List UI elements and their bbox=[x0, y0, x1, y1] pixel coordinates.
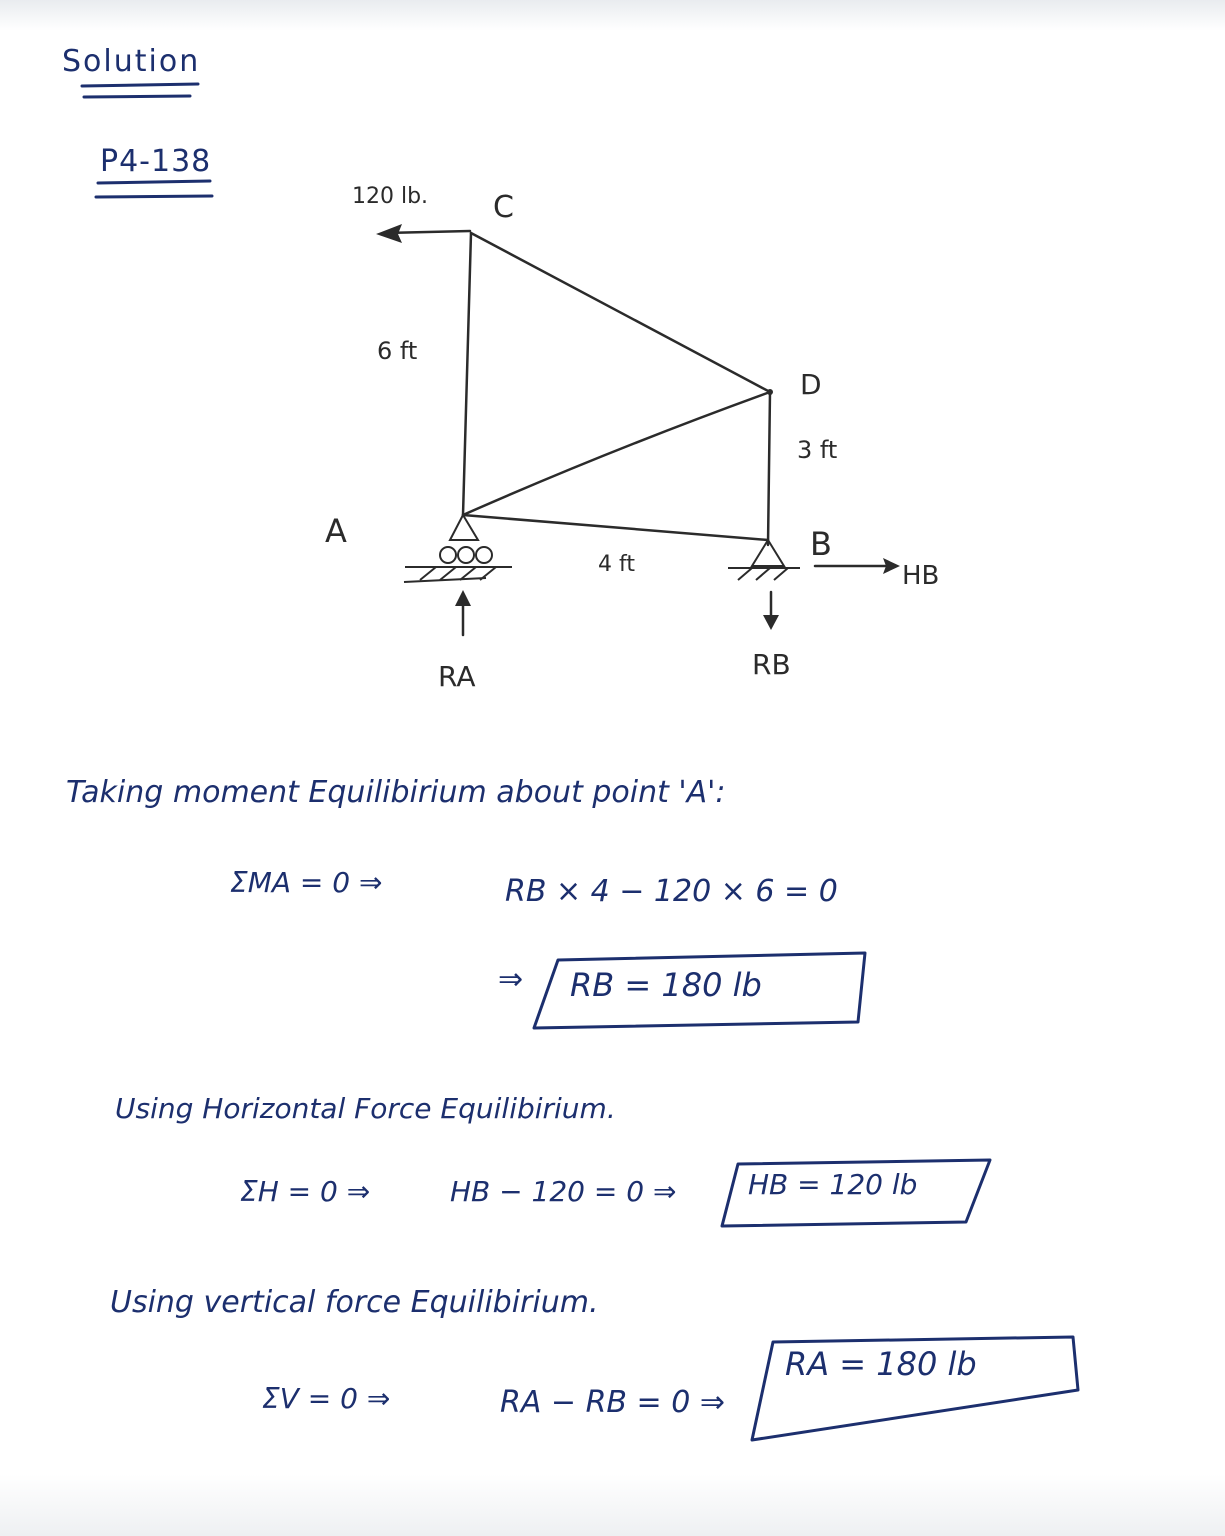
dimension-ab: 4 ft bbox=[598, 552, 635, 577]
solution-title: Solution bbox=[62, 44, 201, 79]
moment-result: RB = 180 lb bbox=[570, 966, 762, 1004]
node-b-label: B bbox=[810, 525, 832, 563]
moment-equation: RB × 4 − 120 × 6 = 0 bbox=[505, 874, 838, 909]
dimension-ac: 6 ft bbox=[377, 337, 418, 365]
moment-heading: Taking moment Equilibirium about point 'A': bbox=[66, 775, 726, 810]
horizontal-heading: Using Horizontal Force Equilibirium. bbox=[115, 1092, 616, 1125]
reaction-a-label: RA bbox=[438, 660, 476, 693]
load-label: 120 lb. bbox=[352, 184, 429, 209]
node-a-label: A bbox=[325, 512, 347, 550]
vertical-result: RA = 180 lb bbox=[785, 1345, 977, 1383]
horizontal-equation: HB − 120 = 0 ⇒ bbox=[450, 1175, 677, 1208]
vertical-heading: Using vertical force Equilibirium. bbox=[110, 1285, 599, 1320]
vertical-equation: RA − RB = 0 ⇒ bbox=[500, 1385, 725, 1420]
reaction-b-label: RB bbox=[752, 648, 791, 681]
node-d-label: D bbox=[800, 368, 822, 401]
dimension-db: 3 ft bbox=[797, 436, 838, 464]
moment-eq-label: ΣMA = 0 ⇒ bbox=[230, 866, 383, 899]
node-c-label: C bbox=[493, 190, 514, 225]
horizontal-result: HB = 120 lb bbox=[748, 1168, 918, 1201]
problem-number: P4-138 bbox=[100, 144, 212, 179]
horizontal-b-label: HB bbox=[902, 561, 940, 591]
horizontal-eq-label: ΣH = 0 ⇒ bbox=[240, 1175, 371, 1208]
moment-result-arrow: ⇒ bbox=[498, 962, 524, 997]
vertical-eq-label: ΣV = 0 ⇒ bbox=[262, 1382, 391, 1415]
